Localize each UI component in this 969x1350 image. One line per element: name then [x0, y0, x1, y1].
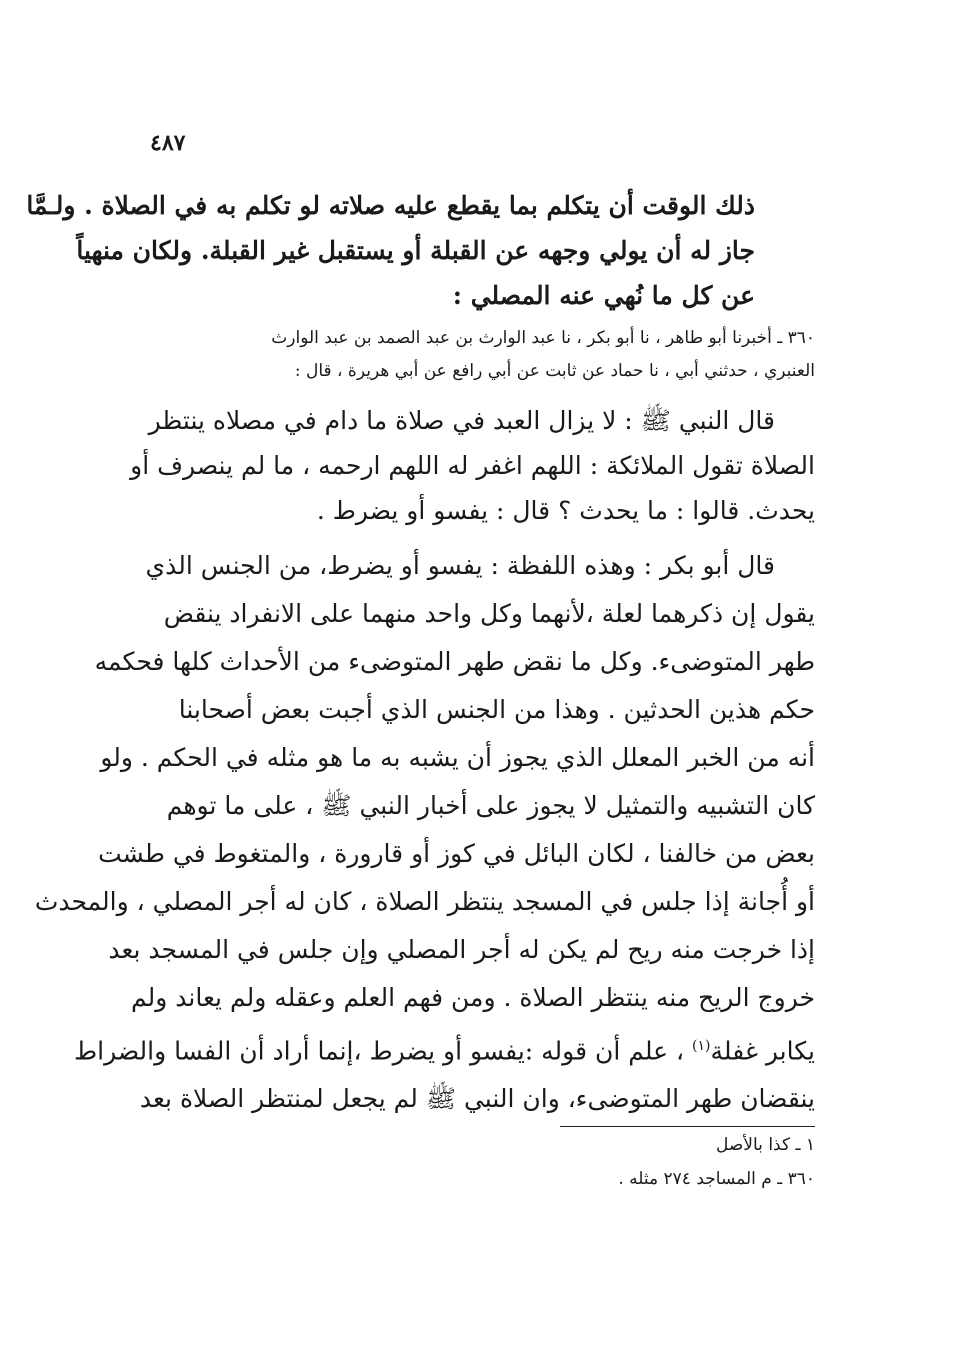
commentary-line: كان التشبيه والتمثيل لا يجوز على أخبار النبي ﷺ ، على ما توهم: [166, 791, 815, 820]
commentary-line: ينقضان طهر المتوضىء، وان النبي ﷺ لم يجعل لمنتظر الصلاة بعد: [139, 1084, 815, 1114]
hadith-text: [130, 398, 815, 533]
intro-paragraph: [26, 183, 755, 318]
hadith-line: قال النبي ﷺ : لا يزال العبد في صلاة ما دام في مصلاه ينتظر: [148, 406, 775, 435]
isnad-line: ٣٦٠ ـ أخبرنا أبو طاهر ، نا أبو بكر ، نا عبد الوارث بن عبد الصمد بن عبد الوارث: [271, 328, 815, 348]
commentary-line: أو أُجانة إذا جلس في المسجد ينتظر الصلاة ، كان له أجر المصلي ، والمحدث: [34, 887, 815, 916]
commentary-line: حكم هذين الحدثين . وهذا من الجنس الذي أجبت بعض أصحابنا: [178, 695, 815, 724]
commentary-line: قال أبو بكر : وهذه اللفظة : يفسو أو يضرط، من الجنس الذي: [145, 551, 775, 580]
intro-line: ذلك الوقت أن يتكلم بما يقطع عليه صلاته لو تكلم به في الصلاة . ولـمَّا: [26, 191, 755, 220]
isnad-line: العنبري ، حدثني أبي ، نا حماد عن ثابت عن أبي رافع عن أبي هريرة ، قال :: [294, 361, 815, 381]
commentary-line: طهر المتوضىء. وكل ما نقض طهر المتوضىء من الأحداث كلها فحكمه: [94, 647, 815, 676]
isnad-paragraph: [155, 322, 815, 388]
commentary-text: يكابر غفلة: [710, 1036, 815, 1066]
footnotes: [500, 1128, 815, 1196]
footnote-line: ٣٦٠ ـ م المساجد ٢٧٤ مثله .: [618, 1169, 815, 1189]
commentary-text: ، علم أن قوله :يفسو أو يضرط ،إنما أراد أن الفسا والضراط: [74, 1036, 685, 1066]
commentary-paragraph: [34, 542, 815, 1123]
footnote-divider: [560, 1126, 815, 1127]
commentary-line: أنه من الخبر المعلل الذي يجوز أن يشبه به ما هو مثله في الحكم . ولو: [100, 743, 815, 772]
hadith-line: الصلاة تقول الملائكة : اللهم اغفر له اللهم ارحمه ، ما لم ينصرف أو: [130, 451, 815, 480]
commentary-line: [74, 1022, 815, 1075]
footnote-line: ١ ـ كذا بالأصل: [716, 1135, 815, 1155]
commentary-line: يقول إن ذكرهما لعلة ،لأنهما وكل واحد منهما على الانفراد ينقض: [163, 599, 815, 628]
commentary-line: إذا خرجت منه ريح لم يكن له أجر المصلي وإن جلس في المسجد بعد: [108, 935, 815, 964]
footnote-marker: (١): [692, 1038, 711, 1054]
intro-line: جاز له أن يولي وجهه عن القبلة أو يستقبل غير القبلة. ولكان منهياً: [76, 236, 755, 265]
page-number: ٤٨٧: [150, 130, 186, 156]
hadith-line: يحدث. قالوا : ما يحدث ؟ قال : يفسو أو يضرط .: [316, 496, 815, 525]
commentary-line: بعض من خالفنا ، لكان البائل في كوز أو قارورة ، والمتغوط في طشت: [98, 839, 815, 868]
commentary-line: خروج الريح منه ينتظر الصلاة . ومن فهم العلم وعقله ولم يعاند ولم: [131, 983, 815, 1012]
intro-line: عن كل ما نُهي عنه المصلي :: [452, 281, 755, 310]
